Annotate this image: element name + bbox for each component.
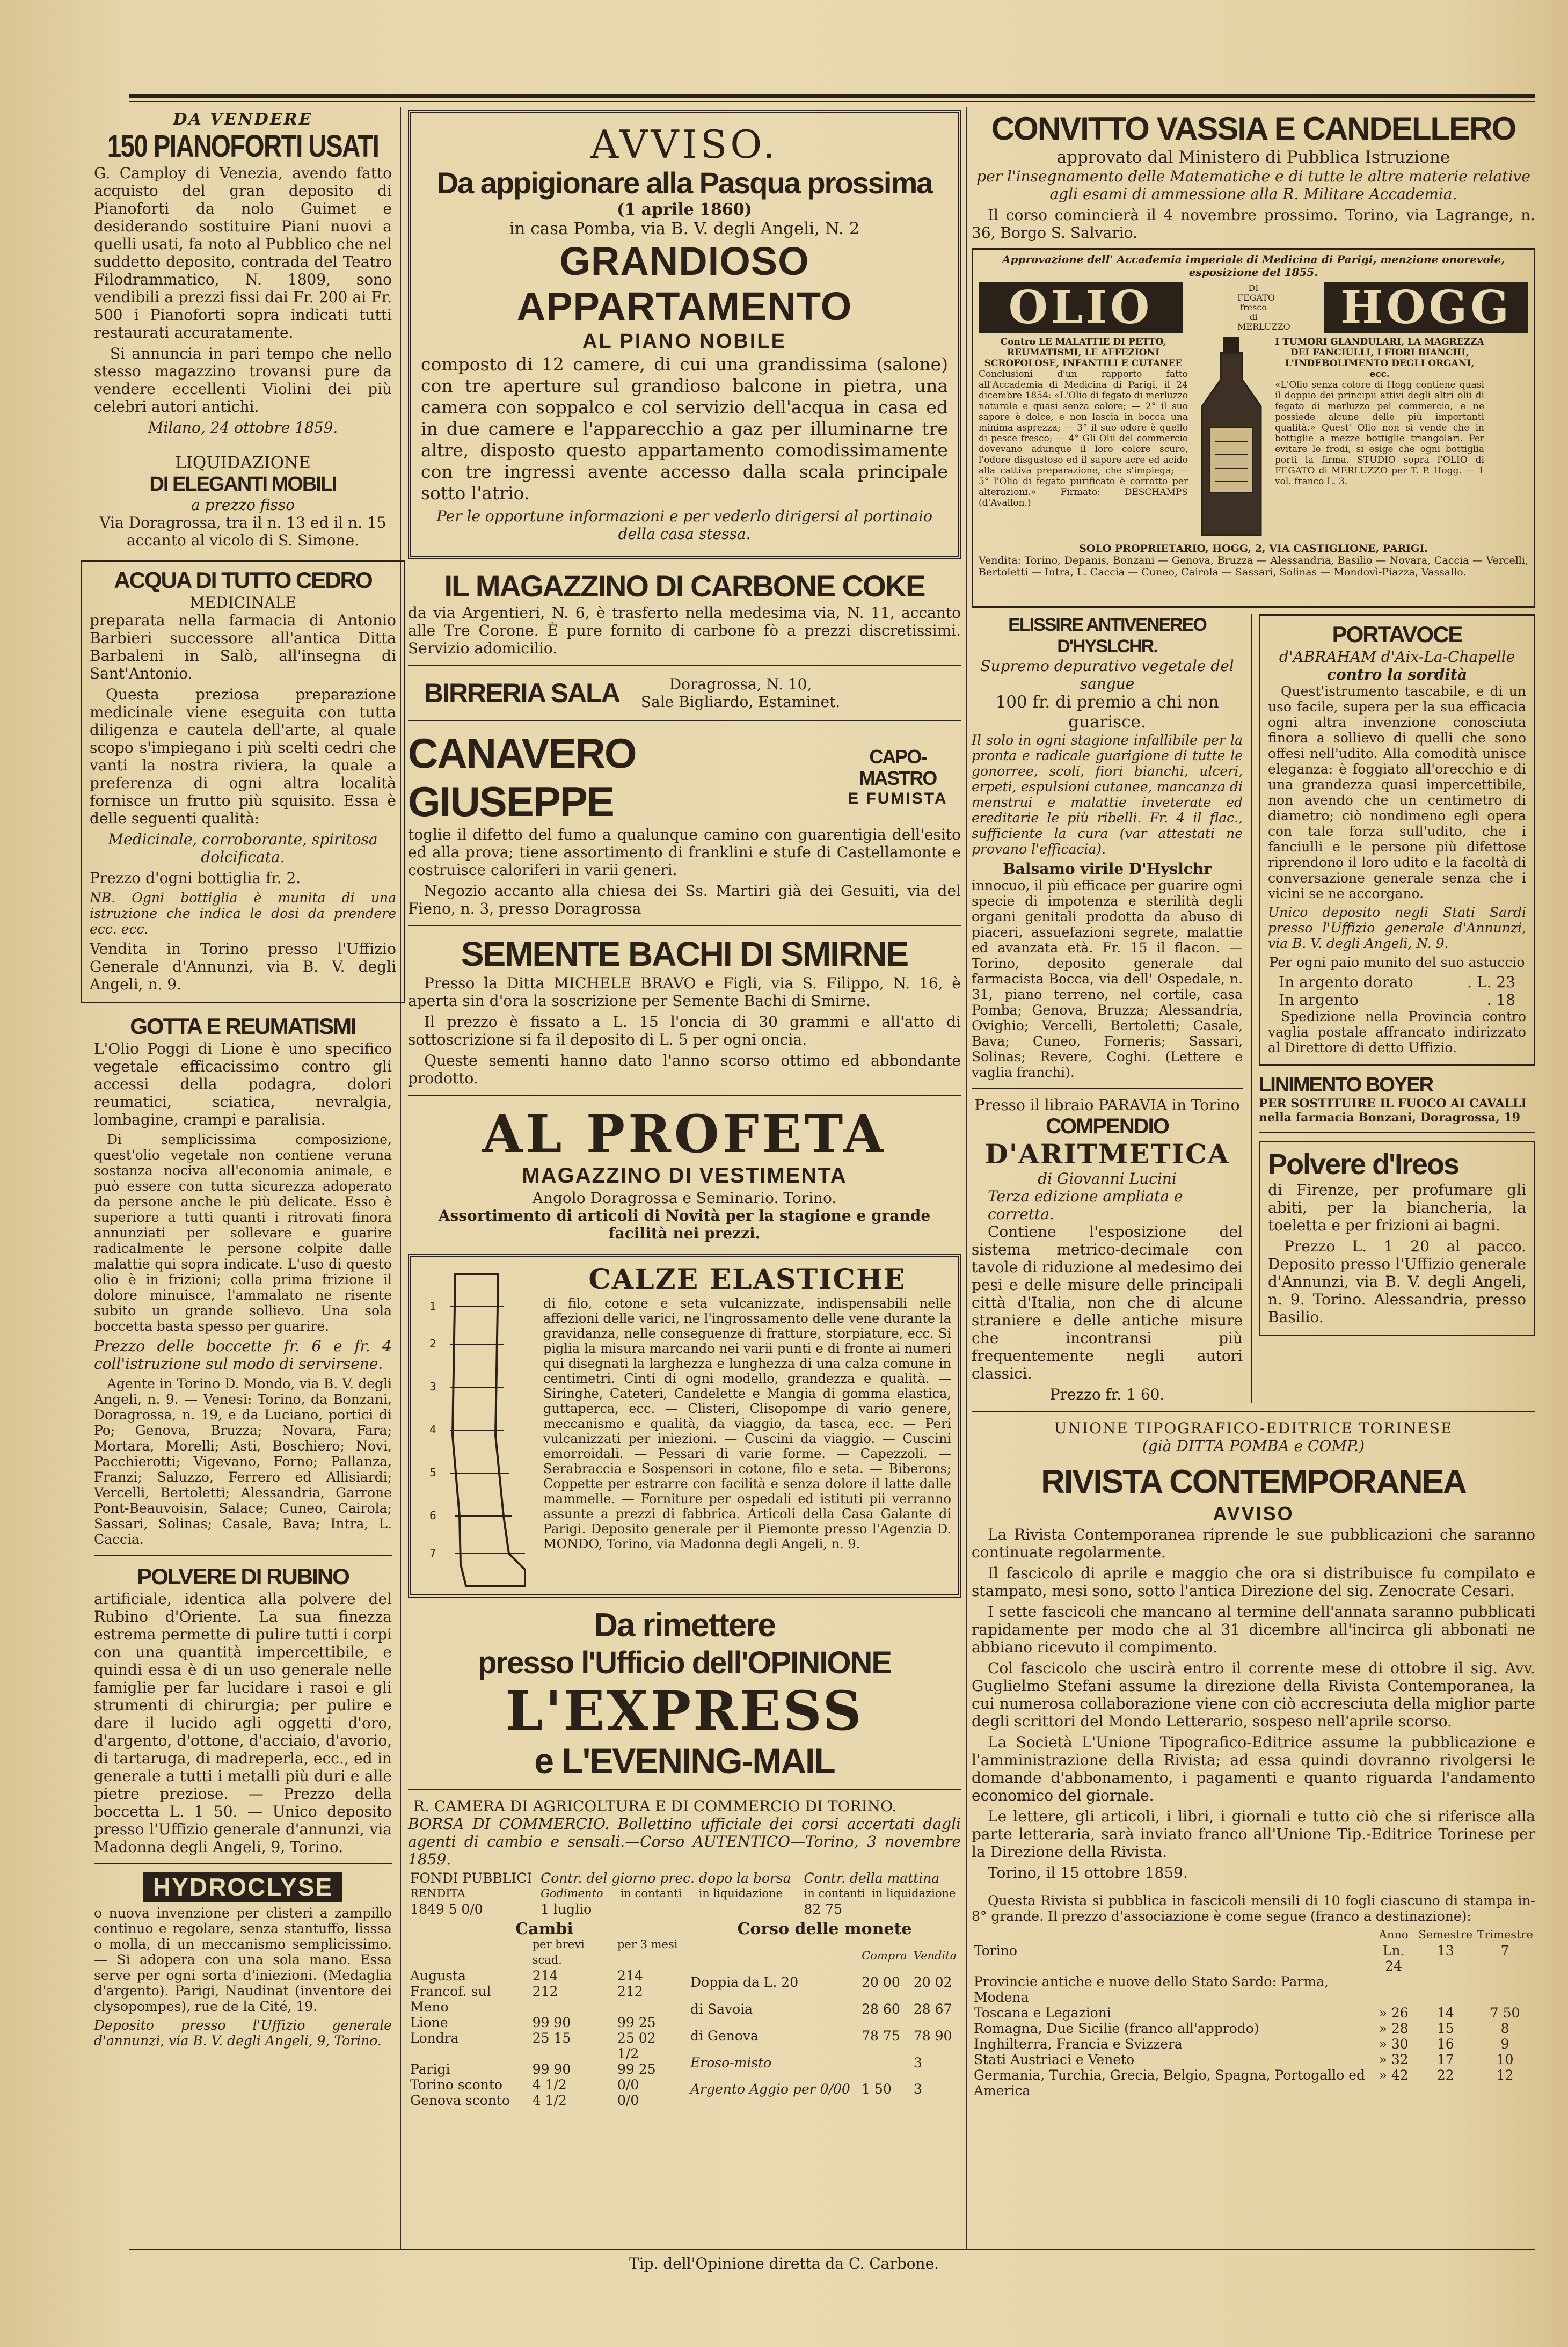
table-header: Contr. della mattina [804,1870,940,1886]
table-cell: 28 60 [862,2001,900,2017]
svg-text:1: 1 [429,1300,436,1313]
table-cell: 3 [913,2081,922,2097]
ad-body-2: Prezzo L. 1 20 al pacco. Deposito presso l'Uffizio generale d'Annunzi, via B. V. degli Angeli, n. 9. Torino. Alessandria, presso Basilio. [1268,1237,1526,1326]
table-cell: 20 02 [913,1974,952,1991]
table-subheader: in contanti [620,1887,682,1900]
ad-body-4: Spedizione nella Provincia contro vaglia postale affrancato indirizzato al Direttore di detto Uffizio. [1268,1009,1526,1055]
ad-liquidazione [94,453,392,549]
ad-para-2: Il fascicolo di aprile e maggio che ora si distribuisce fu compilato e stampato, mesi sono, sotto l'antica Direzione del sig. Zenocrate Cesari. [972,1564,1535,1600]
ad-left-heading: Contro LE MALATTIE DI PETTO, REUMATISMI, LE AFFEZIONI SCROFOLOSE, INFANTILI E CUTANEE [984,337,1183,369]
ad-word-olio: OLIO [979,282,1183,333]
ad-body: di Firenze, per profumare gli abiti, per la biancheria, la toeletta e per frizioni ai bagni. [1268,1181,1526,1234]
ad-approval: Approvazione dell' Accademia imperiale di Medicina di Parigi, menzione onorevole, esposizione del 1855. [1002,253,1505,279]
ad-price: Prezzo d'ogni bottiglia fr. 2. [90,869,301,887]
price-label: In argento dorato [1279,973,1413,991]
ad-subtitle: a prezzo fisso [191,496,295,514]
divider [1259,1132,1535,1133]
ad-sale: Vendita in Torino presso l'Uffizio Generale d'Annunzi, via B. V. degli Angeli, n. 9. [90,940,396,993]
ad-headline: ACQUA DI TUTTO CEDRO [114,567,372,593]
ad-body-3: Queste sementi hanno dato l'anno scorso ottimo ed abbondante prodotto. [408,1052,961,1087]
table-header: FONDI PUBBLICI [410,1870,533,1886]
ad-compendio [972,1096,1243,1403]
table-cell: 25 02 1/2 [617,2030,656,2061]
column-divider-right [966,107,967,2249]
ad-date: (1 aprile 1860) [617,200,752,219]
ad-headline: SEMENTE BACHI DI SMIRNE [461,935,908,973]
ad-signature: Milano, 24 ottobre 1859. [148,419,338,436]
table-cell: Genova sconto [410,2093,510,2108]
table-subheader: in liquidazione [872,1887,956,1900]
divider [972,1411,1535,1412]
table-title: Corso delle monete [737,1920,912,1938]
table-cell [1371,1974,1416,2005]
table-cell: 78 90 [913,2028,952,2044]
ad-pianoforti [94,110,392,436]
table-cell: Torino sconto [410,2077,502,2093]
table-cell: Augusta [410,1968,466,1984]
ad-agents: Agente in Torino D. Mondo, via B. V. degli Angeli, n. 9. — Venesi: Torino, da Bonzani, Doragrossa, n. 19, e da Luciano, portici di Po; Genova, Bruzza; Novara, Fara; Mortara, Morelli; Asti, Boschiero; Novi, Pacchierotti; Vigevano, Forno; Pallanza, Franzi; Saluzzo, Ferrero ed Allisiardi; Vercelli, Bertoletti; Alessandria, Garrone Pont-Beauvoisin, Salace; Cuneo, Cairola; Sassari, Solinas; Casale, Bava; Intra, L. Caccia. [94,1376,392,1547]
table-title: Cambi [515,1920,573,1938]
ad-side-2: E FUMISTA [848,790,948,807]
footer-imprint: Tip. dell'Opinione diretta da C. Carbone. [629,2255,939,2272]
table-row [972,2005,1535,2021]
ad-edition: Terza edizione ampliata e corretta. [988,1187,1183,1223]
table-cell: 7 [1500,1943,1509,1958]
table-cell: di Savoia [690,2001,753,2017]
ad-body: toglie il difetto del fumo a qualunque camino con guarentigia dell'esito ed alla prova; tiene assortimento di franklini e stufe di Castellamonte e costruisce caloriferi in varii generi. [408,826,961,879]
ad-subtitle: Supremo depurativo vegetale del sangue [980,657,1234,693]
table-subheader: Vendita [913,1949,957,1962]
column-divider-left [400,107,401,2249]
table-cell: 20 00 [862,1974,900,1991]
ad-headline: CONVITTO VASSIA E CANDELLERO [991,111,1516,147]
table-cell: Provincie antiche e nuove dello Stato Sardo: Parma, Modena [974,1974,1329,2005]
svg-text:5: 5 [429,1466,436,1479]
ad-acqua-cedro [81,560,405,1003]
ad-body-3: Per ogni paio munito del suo astuccio [1269,954,1525,970]
table-cell: » 32 [1379,2052,1409,2067]
ad-body: G. Camploy di Venezia, avendo fatto acquisto del gran deposito di Pianoforti da nolo Guimet e desiderando sostituire Piani nuovi a quelli usati, fa noto al Pubblico che nel suddetto deposito, contrada del Teatro Filodrammatico, N. 1809, sono vendibili a prezzi fissi dai Fr. 200 ai Fr. 500 i Pianoforti sopra indicati tutti restaurati accuratamente. [94,164,392,341]
ad-body: composto di 12 camere, di cui una grandissima (salone) con tre aperture sul grandioso balcone in pietra, una camera con soppalco e col servizio dell'acqua in casa ed in due camere e l'apparecchio a gaz per illuminarne tre altre, disposto questo appartamento comodissimamente con tre ingressi avente accesso dalla scala principale sotto l'atrio. [421,354,948,504]
table-cell: 9 [1500,2036,1509,2052]
ad-balsamo: innocuo, il più efficace per guarire ogni specie di impotenza e sterilità degli organi genitali prodotta da abuso di piaceri, assuefazioni segrete, malattie ed avanzata età. Fr. 15 il flacon. — Torino, deposito generale dal farmacista Bocca, via dell' Ospedale, n. 31, piano terreno, nel cortile, casa Pomba; Genova, Bruzza; Alessandria, Ovighio; Vercelli, Bertoletti; Casale, Bava; Cuneo, Forneris; Sassari, Solinas; Revere, Coghi. (Lettere e vaglia franchi). [972,878,1243,1080]
ad-headline: HYDROCLYSE [143,1872,342,1902]
table-cell [1416,1974,1475,2005]
table-cell: 28 67 [913,2001,952,2017]
rivista-price-table [972,1927,1535,2098]
ad-address: Doragrossa, N. 10, [669,675,812,693]
column-center [408,110,961,2108]
table-header: Anno [1379,1928,1409,1941]
stocking-diagram-icon [418,1264,536,1591]
ad-proprietor: SOLO PROPRIETARIO, HOGG, 2, VIA CASTIGLIONE, PARIGI. [1079,543,1428,555]
ad-headline: DI ELEGANTI MOBILI [149,473,337,495]
table-cell: 99 25 [617,2015,656,2030]
ad-headline: IL MAGAZZINO DI CARBONE COKE [444,569,925,603]
ad-body: L'Olio Poggi di Lione è uno specifico vegetale efficacissimo contro gli accessi della podagra, dolori reumatici, sciatica, nevralgia, lombagine, crampi e paralisia. [94,1040,392,1128]
table-cell: 0/0 [617,2093,639,2108]
ad-para-5: La Società L'Unione Tipografico-Editrice assume la pubblicazione e l'amministrazione della Rivista; ad essa quindi dovranno rivolgersi le domande d'abbonamento, i pagamenti e quanto riguarda l'andamento economico del giornale. [972,1733,1535,1804]
table-cell: 8 [1500,2021,1509,2036]
table-cell: 15 [1436,2021,1454,2036]
ad-subtitle-2: contro la sordità [1326,666,1468,683]
ad-side-1: CAPO-MASTRO [859,746,937,789]
svg-text:7: 7 [429,1547,436,1559]
ad-body: Assortimento di articoli di Novità per la stagione e grande facilità nei prezzi. [438,1207,931,1242]
ad-body-2: Questa preziosa preparazione medicinale viene eseguita con tutta diligenza e cautela dell'arte, al quale scopo s'impiegano i più scelti cedri che vanti la nostra riviera, la quale a preferenza di ogni altra località fornisce un frutto più squisito. Essa è delle seguenti qualità: [90,686,396,827]
ad-body: da via Argentieri, N. 6, è trasferto nella medesima via, N. 11, accanto alle Tre Corone. È pure fornito di carbone fò a prezzi discretissimi. Servizio adomicilio. [408,604,961,657]
ad-line-4: e L'EVENING-MAIL [534,1741,835,1781]
table-row [972,2036,1535,2052]
table-cell: 1 luglio [541,1901,592,1917]
svg-text:2: 2 [429,1337,436,1350]
ad-body: preparata nella farmacia di Antonio Barbieri successore all'antica Ditta Barbaleni in Salò, all'insegna di Sant'Antonio. [90,611,396,682]
table-subheader: in contanti [804,1887,866,1900]
ad-title: AVVISO. [590,122,778,167]
ad-body: Quest'istrumento tascabile, e di un uso facile, supera per la sua efficacia ogni altra invenzione conosciuta finora a sollievo di quelli che sono offesi nell'udito. Alla comodità unisce eleganza: è foggiato all'orecchio e di una grandezza quasi impercettibile, non avendo che un centimetro di diametro; ciò nondimeno egli opera con tale forza sull'udito, che i fanciulli e le persone più difettose riprendono il loro udito e la facoltà di conversazione generale senza che i vicini se ne accorgano. [1268,683,1526,901]
ad-headline: RIVISTA CONTEMPORANEA [1041,1463,1466,1500]
svg-text:6: 6 [429,1509,436,1522]
ad-pre: Presso il libraio PARAVIA in Torino [974,1096,1240,1114]
table-cell: Francof. sul Meno [410,1984,491,2015]
ad-qualities: Medicinale, corroborante, spiritosa dolcificata. [108,830,378,866]
ad-pre-2: (già DITTA POMBA e COMP.) [1142,1437,1365,1455]
table-cell: 214 [617,1968,643,1984]
ad-line-1: Da rimettere [594,1607,775,1644]
table-row [972,1943,1535,1974]
borsa-fondi-table [408,1870,961,1917]
ad-headline: GOTTA E REUMATISMI [130,1014,356,1039]
price-value: . 18 [1486,991,1515,1009]
ad-right-text: «L'Olio senza colore di Hogg contiene quasi il doppio dei principii attivi degli altri olii di fegato di merluzzo pel commercio, e ne possiede alcune delle più importanti qualità.» Quest' Olio non si vende che in bottiglie a mezze bottiglie triangolari. Per evitare le frodi, si esige che ogni bottiglia porti la firma. STUDIO sopra l'OLIO di FEGATO di MERLUZZO per T. P. Hogg. — 1 vol. franco L. 3. [1275,380,1484,487]
ad-body-2: Il prezzo è fissato a L. 15 l'oncia di 30 grammi e all'atto di sottoscrizione si fa il deposito di L. 5 per ogni oncia. [408,1013,961,1048]
ad-polvere-rubino [94,1563,392,1856]
ad-title-2: D'ARITMETICA [984,1138,1230,1170]
ad-price: Prezzo fr. 1 60. [1049,1386,1165,1403]
table-cell: Parigi [410,2061,450,2077]
table-cell: Torino [974,1943,1017,1958]
ad-subtitle: PER SOSTITUIRE IL FUOCO AI CAVALLI nella farmacia Bonzani, Doragrossa, 19 [1259,1097,1527,1125]
ad-italic: per l'insegnamento delle Matematiche e di tutte le altre materie relative agli esami di ammessione alla R. Militare Accademia. [976,167,1530,203]
table-cell: 3 [913,2054,922,2071]
table-subheader: per 3 mesi [617,1938,678,1951]
ad-address: Angolo Doragrossa e Seminario. Torino. [532,1189,837,1207]
ad-gotta [94,1013,392,1547]
ad-convitto [972,110,1535,242]
stocking-diagram [418,1264,536,1588]
ad-canavero [408,729,961,917]
ad-headline: PORTAVOCE [1332,622,1462,647]
table-cell: Romagna, Due Sicilie (franco all'approdo) [974,2021,1259,2036]
svg-text:4: 4 [429,1423,436,1436]
ad-subtitle: AVVISO [1213,1503,1294,1525]
ad-price: Prezzo delle boccette fr. 6 e fr. 4 coll'istruzione sul modo di servirsene. [94,1337,392,1373]
ad-subtitle: d'ABRAHAM d'Aix-La-Chapelle [1279,648,1515,666]
ad-depots: Vendita: Torino, Depanis, Bonzani — Genova, Bruzza — Alessandria, Basilio — Novara, Caccia — Vercelli, Bertoletti — Intra, L. Caccia — Cuneo, Cairola — Sassari, Solinas — Mondovì-Piazza, Vassallo. [979,555,1528,578]
table-cell: 22 [1436,2067,1454,2083]
ad-subtitle: MEDICINALE [189,594,296,611]
ad-title: LIQUIDAZIONE [175,453,311,472]
divider [408,665,961,666]
ad-body: Presso la Ditta MICHELE BRAVO e Figli, via S. Filippo, N. 16, è aperta sin d'ora la soscrizione per Semente Bachi di Smirne. [408,974,961,1010]
ad-kicker: DA VENDERE [173,110,313,129]
divider [408,925,961,926]
table-cell: 17 [1436,2052,1454,2067]
borsa-subtitle: BORSA DI COMMERCIO. Bollettino ufficiale dei corsi accertati dagli agenti di cambio e sensali.—Corso AUTENTICO—Torino, 3 novembre 1859. [408,1815,961,1868]
table-cell: 14 [1436,2005,1454,2021]
table-cell: 99 90 [532,2061,571,2077]
ad-profeta [408,1106,961,1242]
table-header: Semestre [1418,1928,1473,1941]
bottle-illustration [1191,337,1272,543]
ad-headline: Da appigionare alla Pasqua prossima [436,166,932,200]
table-cell: 78 75 [862,2028,900,2044]
table-cell: 1 50 [862,2081,892,2097]
table-cell: 7 50 [1490,2005,1520,2021]
table-cell: Germania, Turchia, Grecia, Belgio, Spagna, Portogallo ed America [974,2067,1366,2098]
ad-line-2: presso l'Ufficio dell'OPINIONE [477,1645,892,1680]
ad-body-2: Unico deposito negli Stati Sardi presso l'Uffizio generale d'Annunzi, via B. V. degli Angeli, N. 9. [1268,905,1526,951]
ad-headline: ELISSIRE ANTIVENEREO D'HYSLCHR. [1008,615,1206,657]
table-cell [618,1901,697,1917]
ad-pre: UNIONE TIPOGRAFICO-EDITRICE TORINESE [1054,1419,1453,1437]
ad-portavoce [1259,614,1535,1066]
ad-body: Il solo in ogni stagione infallibile per la pronta e radicale guarigione di tutte le gonorree, scoli, fiori bianchi, ulceri, erpeti, espulsioni cutanee, mancanza di menstrui e malattie inveterate ed ereditarie le più ribelli. Fr. 4 il flac., sufficiente la cura (var attestati ne provano l'efficacia). [972,732,1243,857]
table-cell: Toscana e Legazioni [974,2005,1111,2021]
table-cell [870,1901,961,1917]
ad-author: di Giovanni Lucini [1038,1170,1177,1187]
table-subheader: Compra [862,1949,907,1962]
borsa-cambi-table [408,1921,681,2108]
ad-address: in casa Pomba, via B. V. degli Angeli, N. 2 [509,219,860,238]
table-cell: 25 15 [532,2030,571,2046]
ad-headline: LINIMENTO BOYER [1259,1074,1433,1096]
ad-headline: CALZE ELASTICHE [588,1263,906,1296]
table-cell: Doppia da L. 20 [690,1974,799,1991]
table-subheader: Godimento [541,1887,603,1900]
ad-headline: CANAVERO GIUSEPPE [408,730,636,825]
divider [408,1789,961,1790]
ad-semente [408,934,961,1087]
ad-note: NB. Ogni bottiglia è munita di una istruzione che indica le dosi da prendere ecc. ecc. [90,890,396,937]
bottle-icon [1191,337,1272,541]
ad-date: Torino, il 15 ottobre 1859. [988,1864,1188,1882]
column-left [90,110,396,2052]
divider [972,1088,1243,1089]
table-row [972,2052,1535,2067]
ad-body: o nuova invenzione per clisteri a zampillo continuo e regolare, senza stantuffo, lisssa o molla, di un meccanismo semplicissimo. — Si adopera con una sola mano. Essa serve per ogni sorta d'iniezioni. (Medaglia d'argento). Parigi, Naudinat (inventore dei clysopompes), rue de la Cité, 19. [94,1905,392,2014]
table-cell: 12 [1496,2067,1514,2083]
table-cell: 0/0 [617,2077,639,2093]
ad-offer: 100 fr. di premio a chi non guarisce. [995,693,1219,732]
table-cell [859,2055,911,2082]
table-cell: 13 [1436,1943,1454,1958]
ad-para-3: I sette fascicoli che mancano al termine dell'annata saranno pubblicati rapidamente per modo che al 31 dicembre all'incirca gli abbonati ne abbiano ricevuto il compimento. [972,1603,1535,1656]
table-cell: 212 [532,1984,558,1999]
table-cell: Inghilterra, Francia e Svizzera [974,2036,1183,2052]
divider [94,1555,392,1556]
ad-olio-hogg [972,248,1535,608]
ad-ireos [1259,1141,1535,1336]
ad-terms: Questa Rivista si pubblica in fascicoli mensili di 10 fogli ciascuno di stampa in-8° grande. Il prezzo d'associazione è come segue (franco a destinazione): [972,1893,1535,1924]
ad-subtitle: approvato dal Ministero di Pubblica Istruzione [1056,148,1450,167]
table-subheader: RENDITA [410,1887,465,1900]
ad-rivista [972,1419,1535,2098]
table-cell: 82 75 [804,1901,843,1917]
table-cell: Eroso-misto [690,2054,772,2071]
ad-body: Il corso comincierà il 4 novembre prossimo. Torino, via Lagrange, n. 36, Borgo S. Salvario. [972,206,1535,242]
divider [94,1863,392,1864]
ad-elissire [972,614,1243,1080]
table-cell: » 26 [1379,2005,1409,2021]
table-cell: 214 [532,1968,558,1984]
ad-headline: Polvere d'Ireos [1268,1148,1459,1180]
ad-balsamo-heading: Balsamo virile D'Hyslchr [1003,860,1212,878]
top-rule-thin [129,101,1535,102]
table-cell: Lione [410,2015,448,2030]
ad-subtitle: MAGAZZINO DI VESTIMENTA [522,1164,847,1187]
ad-floor: AL PIANO NOBILE [582,330,786,353]
table-cell: 4 1/2 [532,2093,567,2108]
ad-para-1: La Rivista Contemporanea riprende le sue pubblicazioni che saranno continuate regolarmente. [972,1526,1535,1561]
table-cell [697,1901,802,1917]
table-header: Trimestre [1477,1928,1533,1941]
table-cell: 16 [1436,2036,1454,2052]
ad-body: artificiale, identica alla polvere del Rubino d'Oriente. La sua finezza estrema permette di pulire tutti i corpi con una quantità impercettibile, e quindi essa è di un uso generale nelle famiglie per far lucidare i rasoi e gli strumenti di chirurgia; per pulire e dare il lucido agli oggetti d'oro, d'argento, d'ottone, d'acciaio, d'avorio, di tartaruga, di madreperla, ecc., ed in generale a tutti i metalli più duri e alle pietre preziose. — Prezzo della boccetta L. 1 50. — Unico deposito presso l'Uffizio generale d'annunzi, via Madonna degli Angeli, 9, Torino. [94,1590,392,1856]
ad-headline: AL PROFETA [482,1104,887,1164]
ad-right-heading: I TUMORI GLANDULARI, LA MAGREZZA DEI FANCIULLI, I FIORI BIANCHI, L'INDEBOLIMENTO DEGLI ORGANI, ecc. [1275,337,1484,380]
table-cell: 99 90 [532,2015,571,2030]
table-cell: » 28 [1379,2021,1409,2036]
ad-body: di filo, cotone e seta vulcanizzate, indispensabili nelle affezioni delle varici, ne l'ingrossamento delle vene durante la gravidanza, nelle conseguenze di fratture, storpiature, ecc. Si piglia la misura marcando nei varii punti e di fronte ai numeri qui disegnati la larghezza e lunghezza di una calza comune in centimetri. Cinti di ogni modello, grandezza e qualità. — Siringhe, Cateteri, Candelette e Mangia di gomma elastica, guttaperca, ecc. — Clisteri, Clisopompe di vario genere, meccanismo e qualità, da viaggio, da tasca, ecc. — Peri vulcanizzati per iniezioni. — Cuscini da viaggio. — Cuscini emorroidali. — Pessari di varie forme. — Capezzoli. — Serabraccia e Sospensori in cotone, filo e seta. — Biberons; Coppette per estrarre con facilità e senza dolore il latte dalle mammelle. — Forniture per ospedali ed istituti pii verranno assunte a prezzi di fabbrica. Articoli della Casa Galante di Parigi. Deposito generale per il Piemonte presso l'Agenzia D. MONDO, Torino, via Madonna degli Angeli, n. 9. [543,1296,951,1551]
ad-para-6: Le lettere, gli articoli, i libri, i giornali e tutto ciò che si riferisce alla parte letteraria, sarà inviato franco all'Unione Tip.-Editrice Torinese per la Direzione della Rivista. [972,1807,1535,1861]
table-cell: di Genova [690,2028,759,2044]
ad-title: COMPENDIO [1046,1114,1169,1138]
borsa-bulletin [408,1797,961,2108]
price-label: In argento [1279,991,1359,1009]
ad-body: Contiene l'esposizione del sistema metrico-decimale con tavole di riduzione al medesimo dei pesi e delle misure delle principali città d'Italia, non che di alcune straniere e delle antiche misure che incontransi più frequentemente negli autori classici. [972,1223,1243,1382]
table-cell: Ln. 24 [1382,1943,1405,1974]
table-cell: » 30 [1379,2036,1409,2052]
divider [408,1095,961,1096]
borsa-monete-table [688,1921,961,2108]
bottom-rule [129,2249,1535,2250]
svg-text:3: 3 [429,1380,436,1393]
price-value: . L. 23 [1467,973,1515,991]
table-row [972,1974,1535,2005]
ad-big-title: GRANDIOSO APPARTAMENTO [516,239,852,329]
table-cell: 1849 5 0/0 [410,1901,483,1917]
table-subheader: in liquidazione [698,1887,783,1900]
table-header: Contr. del giorno prec. dopo la borsa [541,1870,791,1886]
table-cell: 99 25 [617,2061,656,2077]
ad-boyer [1259,1073,1535,1125]
ad-rimettere [408,1606,961,1781]
ad-body: Via Doragrossa, tra il n. 13 ed il n. 15 accanto al vicolo di S. Simone. [99,514,386,549]
table-cell: Londra [410,2030,459,2046]
table-cell: 212 [617,1984,643,1999]
col3-sub-left [972,614,1243,1403]
ad-body-2: Negozio accanto alla chiesa dei Ss. Martiri già dei Gesuiti, via del Fieno, n. 3, presso Doragrossa [408,882,961,917]
ad-address-2: Sale Bigliardo, Estaminet. [640,693,841,711]
ad-word-hogg: HOGG [1324,282,1528,333]
ad-label: DI FEGATO fresco di MERLUZZO [1237,283,1290,332]
ad-headline: POLVERE DI RUBINO [137,1564,349,1589]
ad-left-text: Conclusioni d'un rapporto fatto all'Accademia di Medicina di Parigi, il 24 dicembre 1854: «L'Olio di fegato di merluzzo naturale e quasi senza colore; — 2° il suo sapore è dolce, e non lascia in bocca una minima asprezza; — 3° il suo odore è quello di pesce fresco; — 4° Gli Olii del commercio dovevano adunque il loro colore scuro, l'odore disgustoso ed il sapore acre ed acido alla cattiva preparazione, che s'impiega; — 5° l'Olio di fegato purificato è corrotto per alterazioni.» Firmato: DESCHAMPS (d'Avallon.) [979,369,1188,508]
table-row [972,2067,1535,2098]
ad-carbone [408,568,961,657]
ad-body-2: Si annuncia in pari tempo che nello stesso magazzino trovansi pure da vendere eccellenti Violini dei più celebri autori antichi. [94,345,392,416]
ad-line-3: L'EXPRESS [505,1679,864,1743]
table-cell: Argento Aggio per 0/00 [690,2081,850,2097]
column-right [972,110,1535,2098]
ad-body-2: Deposito presso l'Uffizio generale d'annunzi, via B. V. degli Angeli, 9, Torino. [94,2017,392,2049]
table-row [972,2021,1535,2036]
ad-headline: BIRRERIA SALA [424,678,619,708]
divider [408,720,961,721]
table-cell [1475,1974,1535,2005]
ad-hydroclyse [94,1872,392,2049]
top-rule [129,94,1535,98]
ad-body-2: Di semplicissima composizione, quest'olio vegetale non contiene veruna sostanza nociva all'economia animale, e può essere con tutta sicurezza adoperato da persone anche le più delicate. Esso è superiore a tutti quanti i ritrovati finora annunziati per sollevare e guarire radicalmente le persone colpite dalle malattie qui sopra indicate. L'uso di questo olio è in frizioni; colla prima frizione il dolore minuisce, l'ammalato ne risente subito un grande sollievo. Una sola boccetta basta spesso per guarire. [94,1132,392,1334]
ad-avviso-appartamento [408,110,961,559]
ad-para-4: Col fascicolo che uscirà entro il corrente mese di ottobre il sig. Avv. Guglielmo Stefani assume la direzione della Rivista Contemporanea, la cui numerosa collaborazione viene con ciò accresciuta della miglior parte degli scrittori del Mondo Letterario, sospeso nell'aprile scorso. [972,1659,1535,1730]
ad-note: Per le opportune informazioni e per vederlo dirigersi al portinaio della casa stessa. [436,507,932,543]
table-cell: 10 [1496,2052,1514,2067]
col3-sub-right [1251,614,1535,1403]
table-cell: Stati Austriaci e Veneto [974,2052,1135,2067]
table-subheader: per brevi scad. [532,1938,585,1966]
ad-birreria [408,673,961,713]
ad-calze-elastiche [408,1254,961,1598]
table-cell: 4 1/2 [532,2077,567,2093]
ad-headline: 150 PIANOFORTI USATI [107,129,379,164]
table-cell: » 42 [1379,2067,1409,2083]
borsa-title: R. CAMERA DI AGRICOLTURA E DI COMMERCIO DI TORINO. [413,1797,897,1815]
